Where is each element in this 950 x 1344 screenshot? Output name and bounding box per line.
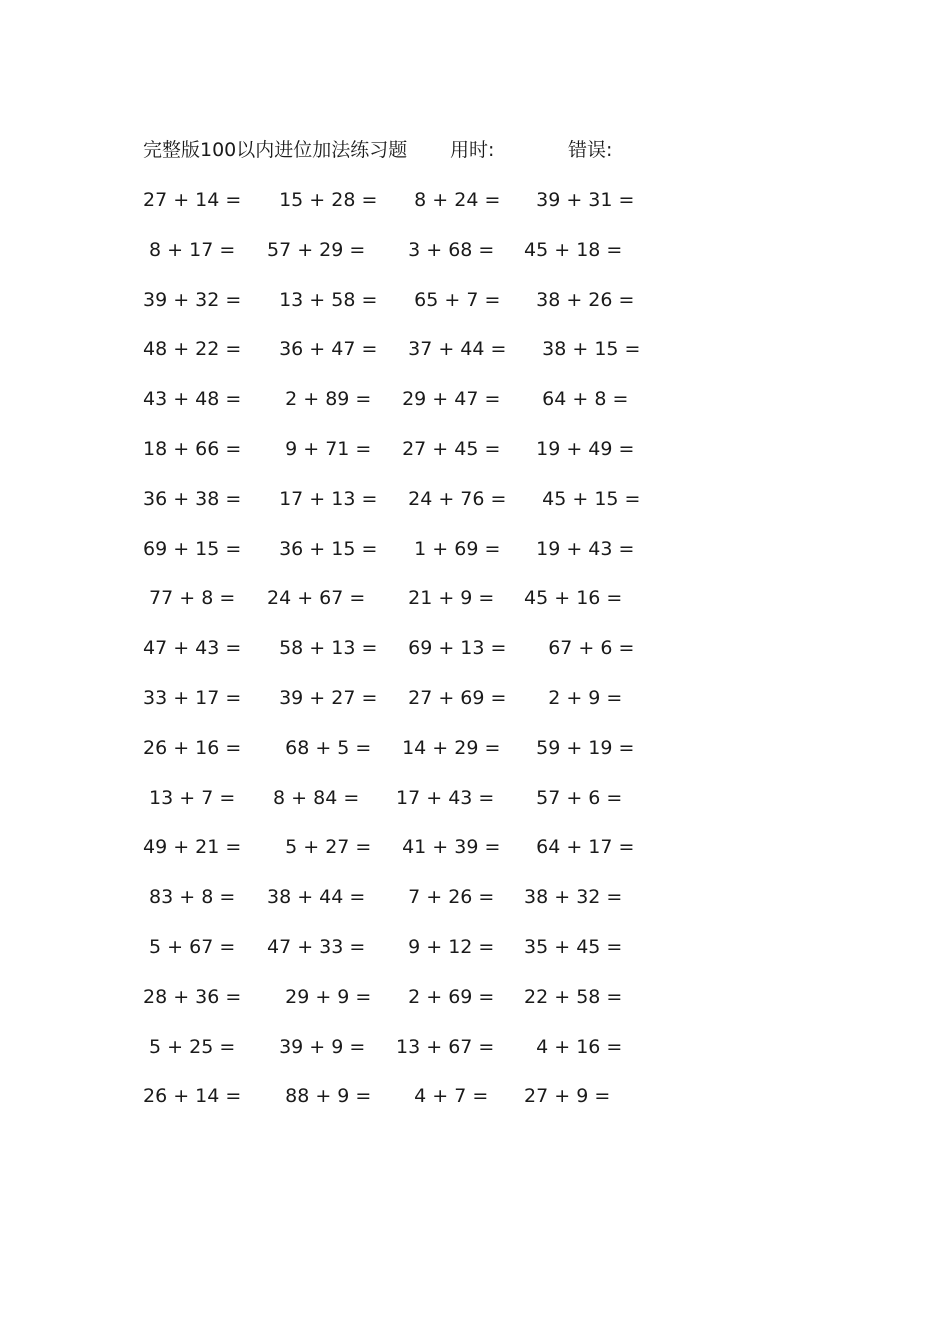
problem: 39 + 31 = [518, 189, 635, 211]
problem-row [143, 1082, 643, 1132]
problem: 26 + 14 = [143, 1085, 242, 1108]
problem: 36 + 47 = [267, 338, 378, 361]
problem: 8 + 84 = [267, 786, 360, 809]
problem-row [143, 186, 643, 236]
problem: 38 + 32 = [518, 886, 623, 909]
problem: 58 + 13 = [267, 637, 378, 660]
problem-row [143, 833, 643, 883]
problem-row [143, 1033, 643, 1083]
time-used-label: 用时: [450, 139, 495, 161]
problem: 64 + 17 = [518, 836, 635, 859]
problem-row [143, 883, 643, 933]
problem: 15 + 28 = [267, 189, 378, 211]
problem: 9 + 71 = [267, 437, 372, 460]
problem: 27 + 69 = [390, 686, 507, 709]
problem: 22 + 58 = [518, 985, 623, 1008]
problem: 13 + 7 = [143, 786, 236, 809]
problem: 48 + 22 = [143, 338, 242, 361]
problem: 38 + 44 = [267, 886, 366, 909]
problem: 47 + 33 = [267, 935, 366, 958]
problem: 77 + 8 = [143, 587, 236, 610]
worksheet-header [143, 136, 663, 164]
problem: 29 + 9 = [267, 985, 372, 1008]
problem: 24 + 76 = [390, 487, 507, 510]
problem-row [143, 385, 643, 435]
problem: 8 + 24 = [390, 189, 501, 211]
problem: 57 + 29 = [267, 238, 366, 261]
problem: 17 + 13 = [267, 487, 378, 510]
problem: 67 + 6 = [518, 637, 635, 660]
problem: 18 + 66 = [143, 437, 242, 460]
problem: 36 + 38 = [143, 487, 242, 510]
problem: 38 + 26 = [518, 288, 635, 311]
problem: 5 + 25 = [143, 1035, 236, 1058]
problem: 69 + 13 = [390, 637, 507, 660]
problem: 28 + 36 = [143, 985, 242, 1008]
worksheet-title: 完整版100以内进位加法练习题 [143, 139, 408, 161]
problem: 8 + 17 = [143, 238, 236, 261]
problem: 38 + 15 = [518, 338, 641, 361]
problem-row [143, 784, 643, 834]
problem: 39 + 9 = [267, 1035, 366, 1058]
problem: 27 + 45 = [390, 437, 501, 460]
problem-row [143, 634, 643, 684]
problem: 7 + 26 = [390, 886, 495, 909]
problem: 13 + 67 = [390, 1035, 495, 1058]
problem-row [143, 734, 643, 784]
problem: 2 + 69 = [390, 985, 495, 1008]
problem: 4 + 16 = [518, 1035, 623, 1058]
problem: 35 + 45 = [518, 935, 623, 958]
problem: 4 + 7 = [390, 1085, 489, 1108]
errors-label: 错误: [568, 139, 613, 161]
problem: 45 + 16 = [518, 587, 623, 610]
problem: 88 + 9 = [267, 1085, 372, 1108]
problem: 43 + 48 = [143, 388, 242, 411]
problem: 59 + 19 = [518, 736, 635, 759]
problem-row [143, 933, 643, 983]
problem: 41 + 39 = [390, 836, 501, 859]
problem: 36 + 15 = [267, 537, 378, 560]
problem: 65 + 7 = [390, 288, 501, 311]
problem: 5 + 67 = [143, 935, 236, 958]
problem-row [143, 535, 643, 585]
problem: 14 + 29 = [390, 736, 501, 759]
problem: 49 + 21 = [143, 836, 242, 859]
problem: 27 + 14 = [143, 189, 242, 211]
problem: 21 + 9 = [390, 587, 495, 610]
problem-grid [143, 186, 643, 1132]
problem-row [143, 983, 643, 1033]
problem: 69 + 15 = [143, 537, 242, 560]
problem: 19 + 43 = [518, 537, 635, 560]
problem-row [143, 236, 643, 286]
problem: 47 + 43 = [143, 637, 242, 660]
problem: 5 + 27 = [267, 836, 372, 859]
problem: 13 + 58 = [267, 288, 378, 311]
problem: 64 + 8 = [518, 388, 629, 411]
problem: 37 + 44 = [390, 338, 507, 361]
problem: 68 + 5 = [267, 736, 372, 759]
problem-row [143, 485, 643, 535]
problem: 45 + 18 = [518, 238, 623, 261]
problem: 1 + 69 = [390, 537, 501, 560]
problem: 3 + 68 = [390, 238, 495, 261]
problem: 24 + 67 = [267, 587, 366, 610]
problem: 2 + 89 = [267, 388, 372, 411]
problem: 83 + 8 = [143, 886, 236, 909]
problem: 26 + 16 = [143, 736, 242, 759]
problem: 39 + 32 = [143, 288, 242, 311]
problem: 2 + 9 = [518, 686, 623, 709]
problem: 19 + 49 = [518, 437, 635, 460]
problem-row [143, 584, 643, 634]
problem: 39 + 27 = [267, 686, 378, 709]
problem-row [143, 684, 643, 734]
problem-row [143, 335, 643, 385]
problem: 45 + 15 = [518, 487, 641, 510]
problem-row [143, 286, 643, 336]
problem: 9 + 12 = [390, 935, 495, 958]
problem: 29 + 47 = [390, 388, 501, 411]
problem: 33 + 17 = [143, 686, 242, 709]
problem: 57 + 6 = [518, 786, 623, 809]
problem-row [143, 435, 643, 485]
problem: 27 + 9 = [518, 1085, 611, 1108]
problem: 17 + 43 = [390, 786, 495, 809]
